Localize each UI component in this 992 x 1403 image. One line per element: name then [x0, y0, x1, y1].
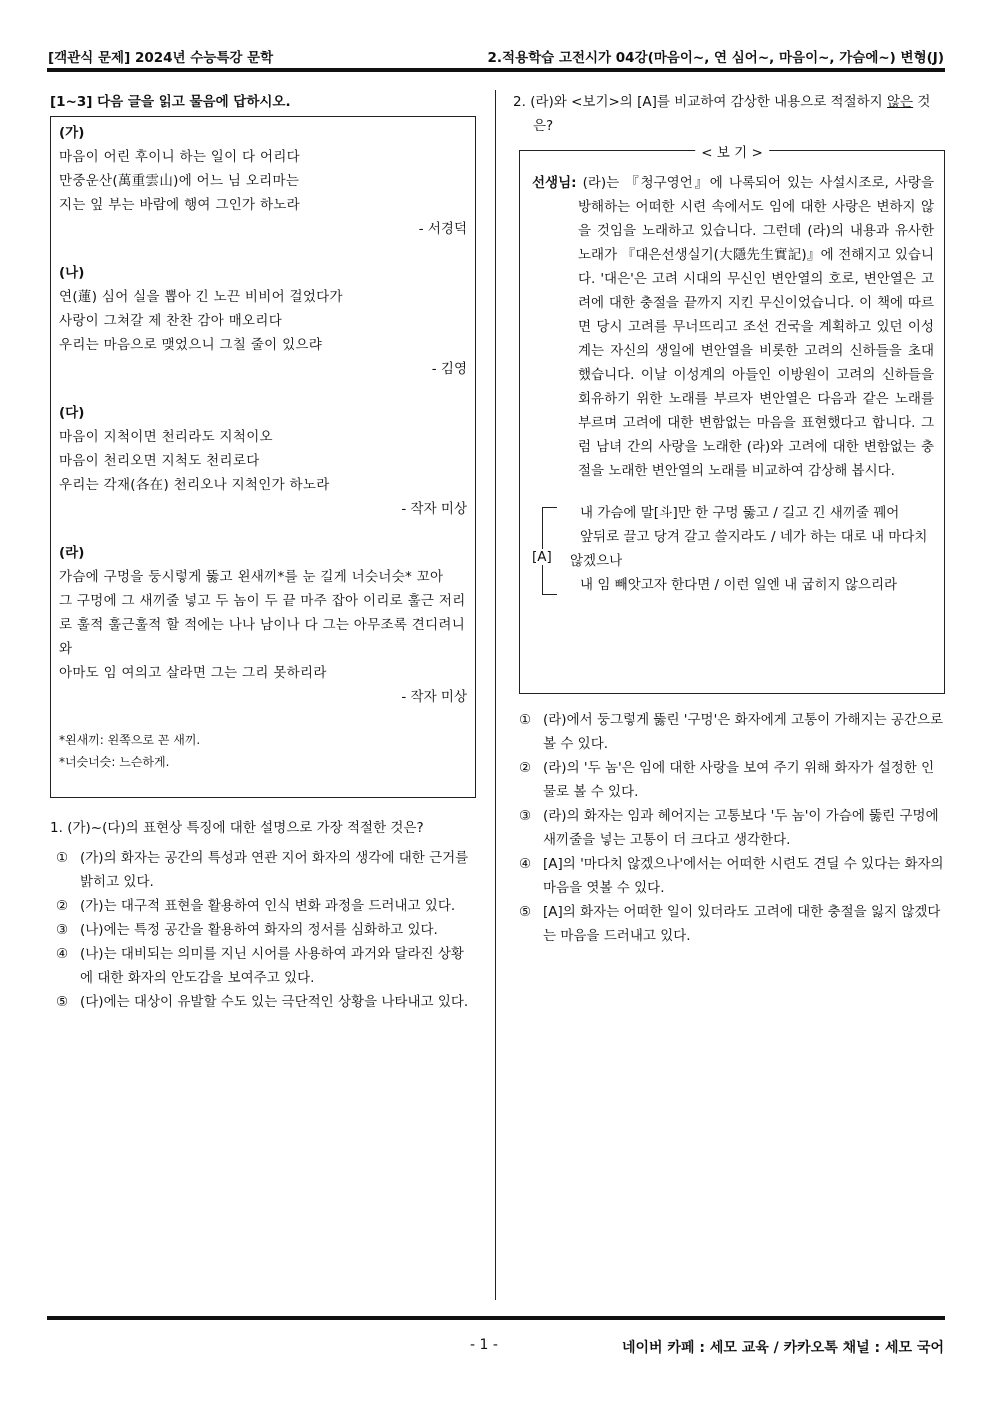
question-stem — [50, 816, 476, 840]
option-mark: ① — [56, 850, 69, 866]
teacher-explanation — [532, 171, 934, 483]
option-5[interactable] — [513, 900, 945, 948]
question-text: (가)~(다)의 표현상 특징에 대한 설명으로 가장 적절한 것은? — [67, 820, 424, 836]
option-3[interactable] — [513, 804, 945, 852]
question-stem — [513, 90, 945, 138]
poem-line: 그 구멍에 그 새끼줄 넣고 두 놈이 두 끝 마주 잡아 이리로 훌근 저리로 훌적 훌근훌적 할 적에는 나나 남이나 다 그는 아무조록 견디려니와 — [59, 593, 466, 657]
option-text: (라)의 화자는 임과 헤어지는 고통보다 '두 놈'이 가슴에 뚫린 구멍에 새끼줄을 넣는 고통이 더 크다고 생각한다. — [543, 808, 939, 848]
question-number: 1. — [50, 820, 63, 836]
option-mark: ④ — [519, 856, 532, 872]
question-text-end: 것은? — [533, 94, 931, 134]
option-text: (가)의 화자는 공간의 특성과 연관 지어 화자의 생각에 대한 근거를 밝히고 있다. — [80, 850, 469, 890]
bogi-label: < 보 기 > — [695, 141, 769, 161]
option-mark: ⑤ — [56, 994, 69, 1010]
option-mark: ② — [519, 760, 532, 776]
option-1[interactable] — [513, 708, 945, 756]
right-column — [513, 90, 945, 948]
option-text: (다)에는 대상이 유발할 수도 있는 극단적인 상황을 나타내고 있다. — [80, 994, 469, 1010]
option-2[interactable] — [513, 756, 945, 804]
a-line: 내 임 빼앗고자 한다면 / 이런 일엔 내 굽히지 않으리라 — [580, 577, 898, 593]
poem-author: - 작자 미상 — [401, 689, 467, 705]
header-right-title: 2.적용학습 고전시가 04강(마음이~, 연 심어~, 마음이~, 가슴에~) 변형(J) — [487, 50, 944, 66]
option-1[interactable] — [50, 846, 476, 894]
a-line: 내 가슴에 말[斗]만 한 구멍 뚫고 / 길고 긴 새끼줄 꿰어 — [580, 505, 900, 521]
teacher-text: (라)는 『청구영언』에 나록되어 있는 사설시조로, 사랑을 방해하는 어떠한 시련 속에서도 임에 대한 사랑은 변하지 않을 것임을 노래하고 있습니다. 그런데 (라)의 내용과 유사한 노래가 『대은선생실기(大隱先生實記)』에 전해지고 있습니다. '대은'은 고려 시대의 무신인 변안열의 호로, 변안열은 고려에 대한 충절을 끝까지 지킨 무신이었습니다. 이 책에 따르면 당시 고려를 무너뜨리고 조선 건국을 계획하고 있던 이성계는 자신의 생일에 변안열을 비롯한 고려의 신하들을 초대했습니다. 이날 이성계의 아들인 이방원이 고려의 신하들을 회유하기 위한 노래를 부르자 변안열은 다음과 같은 노래를 부르며 고려에 대한 변함없는 마음을 표현했다고 합니다. 그럼 남녀 간의 사랑을 노래한 (라)와 고려에 대한 변함없는 충절을 노래한 변안열의 노래를 비교하여 감상해 봅시다. — [578, 175, 934, 479]
option-text: (가)는 대구적 표현을 활용하여 인식 변화 과정을 드러내고 있다. — [80, 898, 456, 914]
option-text: (라)의 '두 놈'은 임에 대한 사랑을 보여 주기 위해 화자가 설정한 인물로 볼 수 있다. — [543, 760, 935, 800]
footnote: *왼새끼: 왼쪽으로 꼰 새끼. — [59, 733, 201, 747]
poem-ra — [59, 541, 467, 709]
poem-line: 아마도 임 여의고 살라면 그는 그리 못하리라 — [59, 665, 327, 681]
a-line: 앞뒤로 끌고 당겨 갈고 쓸지라도 / 네가 하는 대로 내 마다치 않겠으나 — [570, 529, 928, 569]
teacher-label: 선생님: — [532, 175, 577, 191]
option-2[interactable] — [50, 894, 476, 918]
option-4[interactable] — [50, 942, 476, 990]
option-mark: ④ — [56, 946, 69, 962]
poem-title: (다) — [59, 405, 85, 421]
poem-author: - 서경덕 — [418, 221, 467, 237]
question-2 — [513, 90, 945, 138]
poem-line: 우리는 마음으로 맺었으니 그칠 줄이 있으랴 — [59, 337, 323, 353]
option-text: (나)는 대비되는 의미를 지닌 시어를 사용하여 과거와 달라진 상황에 대한 화자의 안도감을 보여주고 있다. — [80, 946, 464, 986]
poem-title: (라) — [59, 545, 85, 561]
column-divider — [495, 90, 496, 1300]
poem-title: (가) — [59, 125, 85, 141]
instruction: [1~3] 다음 글을 읽고 물음에 답하시오. — [50, 94, 291, 110]
footer-rule — [47, 1316, 945, 1320]
poem-line: 가슴에 구멍을 둥시렇게 뚫고 왼새끼*를 눈 길게 너슷너슷* 꼬아 — [59, 569, 444, 585]
poem-line: 연(蓮) 심어 실을 뽑아 긴 노끈 비비어 걸었다가 — [59, 289, 343, 305]
option-mark: ⑤ — [519, 904, 532, 920]
poem-line: 사랑이 그쳐갈 제 찬찬 감아 매오리다 — [59, 313, 283, 329]
poem-line: 마음이 지척이면 천리라도 지척이오 — [59, 429, 273, 445]
option-text: [A]의 '마다치 않겠으나'에서는 어떠한 시련도 견딜 수 있다는 화자의 마음을 엿볼 수 있다. — [543, 856, 944, 896]
poem-line: 만중운산(萬重雲山)에 어느 님 오리마는 — [59, 173, 300, 189]
poem-na — [59, 261, 467, 381]
poem-title: (나) — [59, 265, 85, 281]
poem-line: 지는 잎 부는 바람에 행여 그인가 하노라 — [59, 197, 301, 213]
option-text: (나)에는 특정 공간을 활용하여 화자의 정서를 심화하고 있다. — [80, 922, 438, 938]
option-mark: ② — [56, 898, 69, 914]
bogi-box — [519, 145, 945, 694]
option-mark: ③ — [56, 922, 69, 938]
poem-author: - 김영 — [431, 361, 467, 377]
footer-text: 네이버 카페 : 세모 교육 / 카카오톡 채널 : 세모 국어 — [621, 1340, 944, 1356]
options-list — [50, 846, 476, 1014]
option-mark: ③ — [519, 808, 532, 824]
underlined-word: 않은 — [887, 94, 914, 110]
options-list — [513, 708, 945, 948]
option-mark: ① — [519, 712, 532, 728]
question-text: (라)와 <보기>의 [A]를 비교하여 감상한 내용으로 적절하지 — [530, 94, 888, 110]
option-5[interactable] — [50, 990, 476, 1014]
poem-author: - 작자 미상 — [401, 501, 467, 517]
option-3[interactable] — [50, 918, 476, 942]
header-left-title: [객관식 문제] 2024년 수능특강 문학 — [48, 50, 274, 66]
option-4[interactable] — [513, 852, 945, 900]
left-column — [50, 90, 476, 1014]
question-1 — [50, 816, 476, 1014]
poem-line: 마음이 어린 후이니 하는 일이 다 어리다 — [59, 149, 301, 165]
question-number: 2. — [513, 94, 526, 110]
poem-line: 마음이 천리오면 지척도 천리로다 — [59, 453, 260, 469]
footnote: *너슷너슷: 느슨하게. — [59, 755, 170, 769]
bracket-a-section — [532, 501, 934, 597]
a-label: [A] — [532, 549, 552, 565]
option-text: [A]의 화자는 어떠한 일이 있더라도 고려에 대한 충절을 잃지 않겠다는 마음을 드러내고 있다. — [543, 904, 941, 944]
passage-box — [50, 116, 476, 798]
option-text: (라)에서 둥그렇게 뚫린 '구멍'은 화자에게 고통이 가해지는 공간으로 볼 수 있다. — [543, 712, 944, 752]
poem-line: 우리는 각재(各在) 천리오나 지척인가 하노라 — [59, 477, 330, 493]
header-rule — [47, 68, 945, 72]
poem-da — [59, 401, 467, 521]
poem-ga — [59, 121, 467, 241]
page-number: - 1 - — [470, 1337, 498, 1353]
